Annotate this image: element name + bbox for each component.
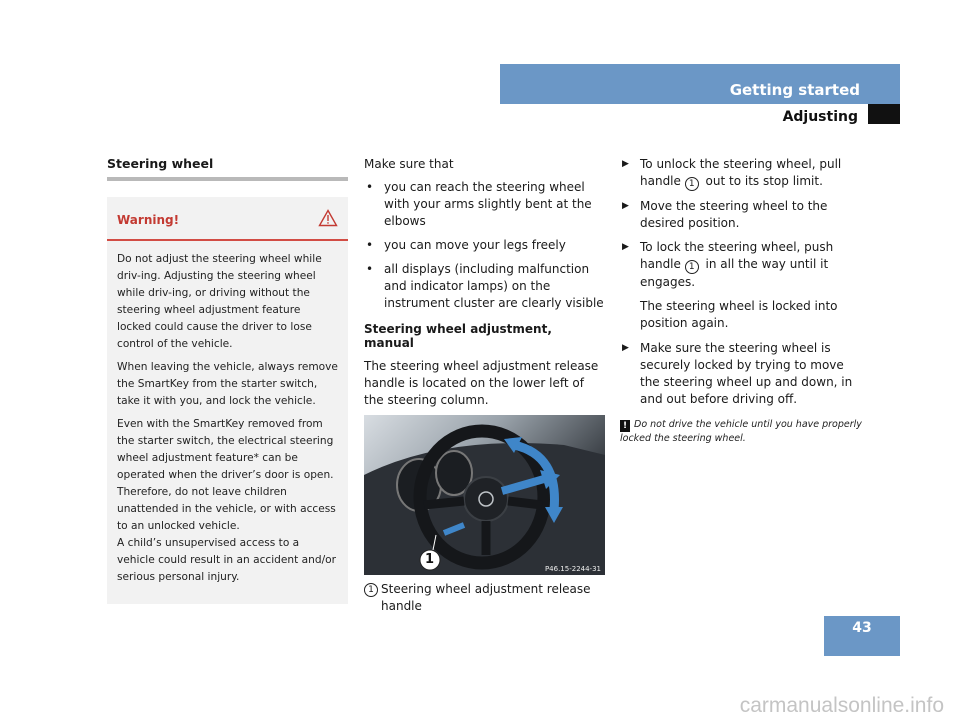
header-bar [500, 64, 900, 104]
release-handle-text: The steering wheel adjustment release handle is located on the lower left of the steering column. [364, 359, 599, 407]
step-arrow-icon: ▶ [622, 343, 629, 353]
warning-paragraph: A child’s unsupervised access to a vehicle could result in an accident and/or serious personal injury. [117, 537, 336, 583]
left-column [107, 156, 348, 604]
step-arrow-icon: ▶ [622, 159, 629, 169]
step-text: in all the way until it engages. [640, 257, 829, 289]
right-column [620, 156, 865, 446]
warning-header [107, 209, 348, 241]
image-caption [364, 581, 605, 615]
instruction-step [620, 156, 865, 191]
warning-triangle-icon [318, 209, 338, 230]
warning-paragraph: When leaving the vehicle, always remove the SmartKey from the starter switch, take it with you, and lock the vehicle. [117, 361, 338, 407]
callout-marker: 1 [685, 177, 699, 191]
manual-adjustment-heading: Steering wheel adjustment, manual [364, 322, 552, 350]
step-text: Move the steering wheel to the desired position. [640, 199, 828, 230]
middle-column [364, 156, 605, 615]
warning-paragraph: Do not adjust the steering wheel while driv-ing. Adjusting the steering wheel while driv-ing, or driving without the steering wheel adjustment feature locked could cause the driver to lose control of the vehicle. [117, 253, 322, 350]
step-text: To unlock the steering wheel, pull handle [640, 157, 842, 188]
callout-marker: 1 [685, 260, 699, 274]
instruction-step [620, 340, 865, 408]
checklist [364, 179, 605, 312]
warning-title: Warning! [117, 212, 180, 227]
image-callout-1: 1 [425, 552, 435, 567]
step-text: out to its stop limit. [701, 174, 823, 188]
exclamation-icon: ! [620, 420, 630, 432]
step-result-note: The steering wheel is locked into position again. [640, 299, 838, 330]
header-tab-marker [868, 104, 900, 124]
section-subtitle: Adjusting [782, 109, 858, 125]
warning-box [107, 197, 348, 604]
page-number: 43 [852, 620, 872, 636]
list-item: • you can move your legs freely [364, 237, 605, 254]
step-arrow-icon: ▶ [622, 242, 629, 252]
caution-note-text: Do not drive the vehicle until you have properly locked the steering wheel. [620, 419, 862, 444]
caution-note [620, 418, 865, 446]
heading-divider [107, 177, 348, 181]
instruction-step [620, 239, 865, 291]
image-code: P46.15-2244-31 [544, 565, 601, 573]
warning-paragraph: Even with the SmartKey removed from the starter switch, the electrical steering wheel adjustment feature* can be operated when the driver’s door is open. Therefore, do not leave children unattended in the vehicle, or with access to an unlocked vehicle. [117, 418, 336, 532]
step-text: To lock the steering wheel, push handle [640, 240, 834, 271]
steering-wheel-heading: Steering wheel [107, 156, 214, 171]
callout-marker: 1 [364, 583, 378, 597]
step-arrow-icon: ▶ [622, 201, 629, 211]
caption-text: Steering wheel adjustment release handle [381, 582, 591, 613]
section-title: Getting started [729, 81, 860, 99]
instruction-step [620, 198, 865, 232]
step-text: Make sure the steering wheel is securely locked by trying to move the steering wheel up and down, in and out before driving off. [640, 341, 853, 406]
watermark: carmanualsonline.info [739, 694, 944, 717]
intro-text: Make sure that [364, 157, 454, 171]
steering-wheel-photo [364, 415, 605, 575]
instruction-steps [620, 156, 865, 291]
list-item: • you can reach the steering wheel with your arms slightly bent at the elbows [364, 179, 605, 230]
page-number-box [824, 616, 900, 656]
instruction-steps-continued [620, 340, 865, 408]
list-item: • all displays (including malfunction and indicator lamps) on the instrument cluster are clearly visible [364, 261, 605, 312]
